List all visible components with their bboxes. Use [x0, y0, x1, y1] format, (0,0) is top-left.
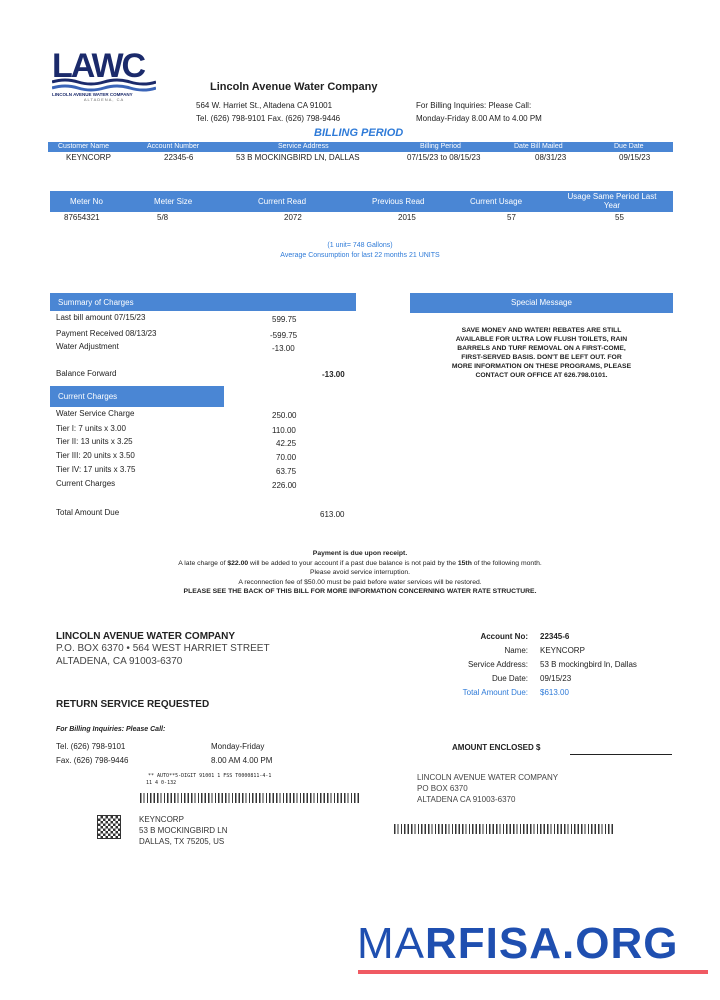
charge-value-tier3: 70.00: [276, 453, 297, 462]
balance-forward-label: Balance Forward: [56, 369, 117, 378]
summary-label-payment: Payment Received 08/13/23: [56, 329, 157, 338]
total-amount-due-value: 613.00: [320, 510, 345, 519]
previous-read: 2015: [398, 213, 416, 222]
meter-size: 5/8: [157, 213, 169, 222]
watermark-underline: [358, 970, 708, 974]
special-message-line: FIRST-SERVED BASIS. DON'T BE LEFT OUT. FOR: [461, 354, 622, 361]
late-charge-amount: $22.00: [227, 559, 249, 567]
customer-mail-addr1: 53 B MOCKINGBIRD LN: [139, 826, 228, 835]
amount-enclosed-label: AMOUNT ENCLOSED $: [452, 743, 541, 752]
company-phone-fax: Tel. (626) 798-9101 Fax. (626) 798-9446: [196, 114, 341, 123]
postal-barcode: [140, 793, 360, 803]
payee-line3: ALTADENA CA 91003-6370: [417, 795, 516, 804]
service-address: 53 B MOCKINGBIRD LN, DALLAS: [236, 153, 360, 162]
late-charge-text: of the following month.: [471, 559, 542, 567]
remit-address-line1: P.O. BOX 6370 • 564 WEST HARRIET STREET: [56, 643, 270, 654]
special-message-line: SAVE MONEY AND WATER! REBATES ARE STILL: [461, 327, 622, 334]
reconnection-fee-notice: A reconnection fee of $50.00 must be paid before water services will be restored.: [238, 578, 482, 586]
total-amount-due-label: Total Amount Due: [56, 508, 120, 517]
special-message-line: MORE INFORMATION ON THESE PROGRAMS, PLEASE: [451, 363, 632, 370]
special-message-body: [405, 326, 678, 380]
qr-code: [97, 815, 121, 839]
charge-label-current: Current Charges: [56, 479, 116, 488]
barcode-text-1: ** AUTO**5-DIGIT 91001 1 FSS T0000811-4-1: [148, 773, 272, 779]
remit-days: Monday-Friday: [211, 742, 265, 751]
special-message-line: BARRELS AND TURF REMOVAL ON A FIRST-COME,: [457, 345, 626, 352]
watermark-logo: [357, 920, 678, 968]
summary-value-payment: -599.75: [270, 331, 298, 340]
customer-mail-addr2: DALLAS, TX 75205, US: [139, 837, 225, 846]
date-bill-mailed: 08/31/23: [535, 153, 567, 162]
return-service-requested: RETURN SERVICE REQUESTED: [56, 699, 210, 710]
header-service-address: Service Address: [278, 143, 329, 150]
charge-label-tier2: Tier II: 13 units x 3.25: [56, 437, 133, 446]
avoid-interruption-notice: Please avoid service interruption.: [309, 569, 411, 576]
remit-inquiries: For Billing Inquiries: Please Call:: [56, 726, 166, 733]
header-customer-name: Customer Name: [58, 143, 109, 150]
customer-name: KEYNCORP: [66, 153, 111, 162]
stub-label-account: Account No:: [480, 632, 528, 641]
account-number: 22345-6: [164, 153, 194, 162]
summary-label-adjustment: Water Adjustment: [56, 342, 119, 351]
payment-notices: [100, 549, 620, 597]
company-address: 564 W. Harriet St., Altadena CA 91001: [196, 101, 333, 110]
header-previous-read: Previous Read: [372, 197, 425, 206]
late-charge-day: 15th: [457, 559, 472, 567]
stub-name: KEYNCORP: [540, 646, 585, 655]
header-meter-no: Meter No: [70, 197, 103, 206]
summary-value-last-bill: 599.75: [272, 315, 297, 324]
late-charge-text: will be added to your account if a past due balance is not paid by the: [248, 559, 458, 567]
stub-account-no: 22345-6: [540, 632, 570, 641]
stub-total-due: $613.00: [540, 688, 569, 697]
billing-inquiries: For Billing Inquiries: Please Call:: [416, 101, 532, 110]
logo-subtitle: LINCOLN AVENUE WATER COMPANY: [52, 92, 133, 97]
current-charges-header: [50, 386, 224, 407]
header-billing-period: Billing Period: [420, 143, 461, 150]
charge-value-tier2: 42.25: [276, 439, 297, 448]
special-message-header: [410, 293, 673, 313]
header-usage-last-year: Usage Same Period Last Year: [562, 192, 662, 210]
remit-address-line2: ALTADENA, CA 91003-6370: [56, 656, 183, 667]
payee-postal-barcode: [394, 824, 614, 834]
logo-text: LAWC: [52, 47, 145, 85]
current-usage: 57: [507, 213, 516, 222]
barcode-text-2: 11 4 0-132: [146, 780, 177, 786]
remit-tel: Tel. (626) 798-9101: [56, 742, 126, 751]
header-account-number: Account Number: [147, 143, 200, 150]
remit-fax: Fax. (626) 798-9446: [56, 756, 129, 765]
due-date: 09/15/23: [619, 153, 651, 162]
special-message-title: Special Message: [511, 298, 572, 307]
amount-enclosed-field[interactable]: [570, 753, 672, 755]
stub-label-total: Total Amount Due:: [462, 688, 528, 697]
charge-label-service: Water Service Charge: [56, 409, 135, 418]
summary-title: Summary of Charges: [58, 298, 134, 307]
office-hours: Monday-Friday 8.00 AM to 4.00 PM: [416, 114, 542, 123]
summary-value-adjustment: -13.00: [272, 344, 295, 353]
late-charge-notice: [100, 559, 620, 569]
account-table-header: [48, 142, 673, 152]
watermark-light: MA: [357, 919, 425, 968]
header-date-bill-mailed: Date Bill Mailed: [514, 143, 563, 150]
header-meter-size: Meter Size: [154, 197, 193, 206]
special-message-line: CONTACT OUR OFFICE AT 626.798.0101.: [475, 372, 608, 379]
summary-label-last-bill: Last bill amount 07/15/23: [56, 313, 146, 322]
current-charges-title: Current Charges: [58, 392, 118, 401]
average-consumption-note: Average Consumption for last 22 months 21 UNITS: [280, 252, 440, 259]
header-current-read: Current Read: [258, 197, 307, 206]
remit-hours: 8.00 AM 4.00 PM: [211, 756, 273, 765]
remit-company: LINCOLN AVENUE WATER COMPANY: [56, 631, 236, 642]
watermark-bold: RFISA.ORG: [425, 919, 679, 968]
billing-period-title: BILLING PERIOD: [314, 127, 404, 139]
logo-city: ALTADENA, CA: [83, 97, 125, 102]
billing-period: 07/15/23 to 08/15/23: [407, 153, 481, 162]
customer-mail-name: KEYNCORP: [139, 815, 184, 824]
charge-label-tier4: Tier IV: 17 units x 3.75: [56, 465, 136, 474]
charge-label-tier3: Tier III: 20 units x 3.50: [56, 451, 135, 460]
balance-forward-value: -13.00: [322, 370, 345, 379]
summary-of-charges-header: [50, 293, 356, 311]
company-logo: [52, 47, 156, 102]
header-current-usage: Current Usage: [470, 197, 523, 206]
unit-gallons-note: (1 unit= 748 Gallons): [327, 242, 393, 249]
stub-label-name: Name:: [504, 646, 528, 655]
special-message-line: AVAILABLE FOR ULTRA LOW FLUSH TOILETS, RAIN: [455, 336, 628, 343]
payee-line1: LINCOLN AVENUE WATER COMPANY: [417, 773, 559, 782]
meter-no: 87654321: [64, 213, 100, 222]
stub-label-due-date: Due Date:: [491, 674, 528, 683]
charge-label-tier1: Tier I: 7 units x 3.00: [56, 424, 126, 433]
company-name: Lincoln Avenue Water Company: [210, 81, 378, 93]
current-read: 2072: [284, 213, 302, 222]
header-due-date: Due Date: [614, 143, 644, 150]
charge-value-tier1: 110.00: [272, 426, 296, 435]
charge-value-tier4: 63.75: [276, 467, 297, 476]
see-back-notice: PLEASE SEE THE BACK OF THIS BILL FOR MORE INFORMATION CONCERNING WATER RATE STRUCTURE.: [183, 588, 537, 595]
charge-value-service: 250.00: [272, 411, 297, 420]
late-charge-text: A late charge of: [178, 559, 228, 567]
payee-line2: PO BOX 6370: [417, 784, 468, 793]
stub-service-address: 53 B mockingbird ln, Dallas: [540, 660, 637, 669]
charge-value-current: 226.00: [272, 481, 297, 490]
payment-due-notice: Payment is due upon receipt.: [312, 550, 408, 557]
stub-label-service-address: Service Address:: [467, 660, 528, 669]
usage-last-year: 55: [615, 213, 624, 222]
stub-due-date: 09/15/23: [540, 674, 572, 683]
